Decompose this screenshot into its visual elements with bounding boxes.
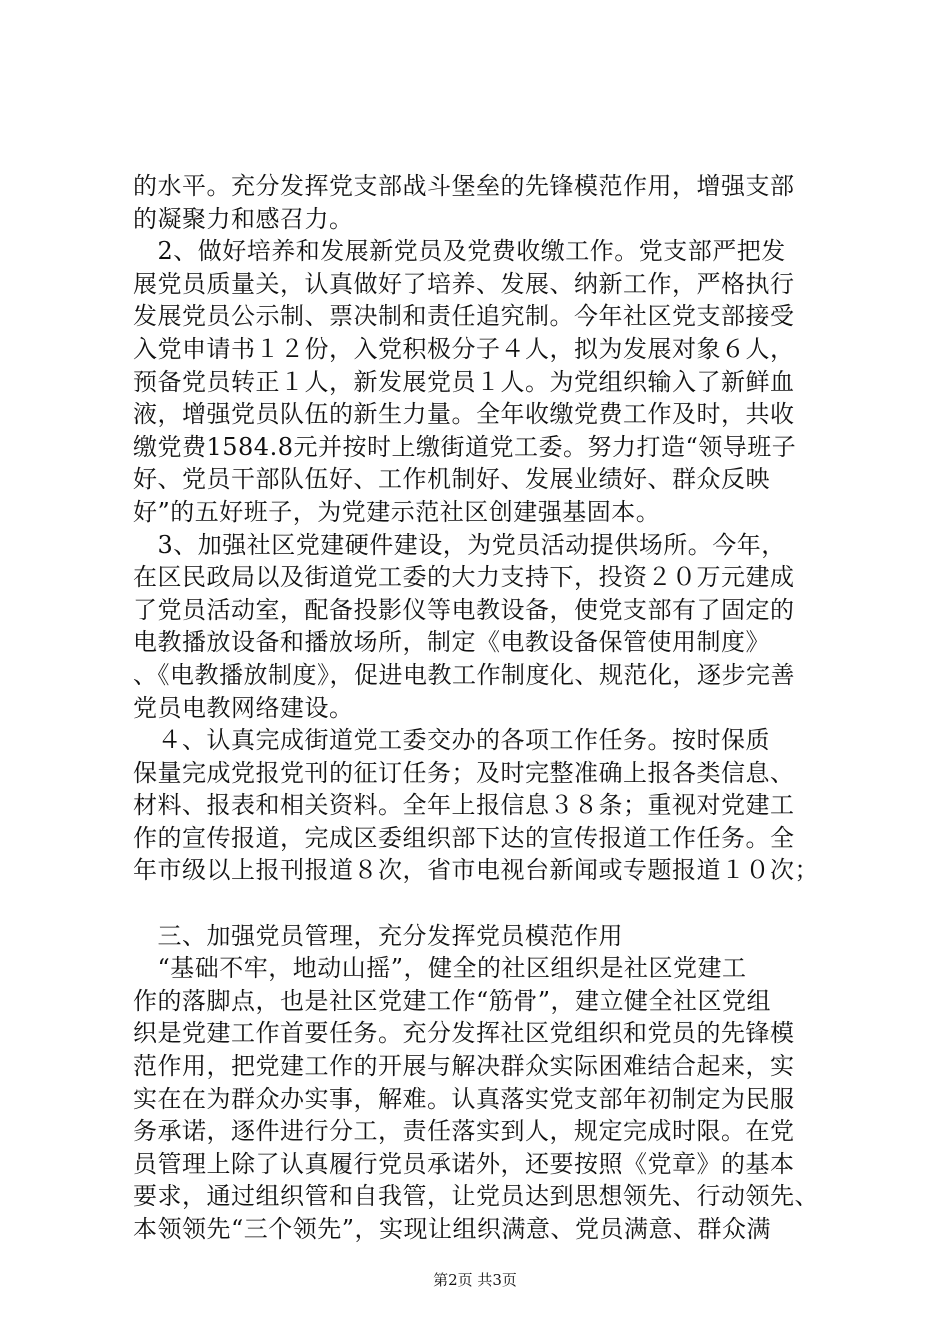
text-line: 范作用，把党建工作的开展与解决群众实际困难结合起来，实 bbox=[133, 1052, 795, 1081]
text-line: 要求，通过组织管和自我管，让党员达到思想领先、行动领先、 bbox=[133, 1182, 819, 1211]
text-line: 了党员活动室，配备投影仪等电教设备，使党支部有了固定的 bbox=[133, 595, 795, 624]
text-line: 务承诺，逐件进行分工，责任落实到人，规定完成时限。在党 bbox=[133, 1117, 795, 1146]
text-line: 发展党员公示制、票决制和责任追究制。今年社区党支部接受 bbox=[133, 302, 795, 331]
text-line: 预备党员转正１人，新发展党员１人。为党组织输入了新鲜血 bbox=[133, 367, 795, 396]
text-line: 好、党员干部队伍好、工作机制好、发展业绩好、群众反映 bbox=[133, 465, 770, 494]
text-line: 电教播放设备和播放场所，制定《电教设备保管使用制度》 bbox=[133, 628, 770, 657]
text-line: 作的落脚点，也是社区党建工作“筋骨”，建立健全社区党组 bbox=[133, 986, 772, 1015]
text-line: ４、认真完成街道党工委交办的各项工作任务。按时保质 bbox=[133, 726, 770, 755]
text-line: “基础不牢，地动山摇”，健全的社区组织是社区党建工 bbox=[133, 954, 747, 983]
text-line: 2、做好培养和发展新党员及党费收缴工作。党支部严把发 bbox=[133, 237, 786, 266]
text-line: 织是党建工作首要任务。充分发挥社区党组织和党员的先锋模 bbox=[133, 1019, 795, 1048]
text-line: 实在在为群众办实事，解难。认真落实党支部年初制定为民服 bbox=[133, 1084, 795, 1113]
text-line: 党员电教网络建设。 bbox=[133, 693, 354, 722]
text-line: 液，增强党员队伍的新生力量。全年收缴党费工作及时，共收 bbox=[133, 400, 795, 429]
page-number-footer: 第2页 共3页 bbox=[433, 1271, 517, 1289]
text-line: 材料、报表和相关资料。全年上报信息３８条；重视对党建工 bbox=[133, 791, 795, 820]
text-line: 展党员质量关，认真做好了培养、发展、纳新工作，严格执行 bbox=[133, 269, 795, 298]
paragraph-gap bbox=[133, 887, 838, 920]
section-heading: 三、加强党员管理，充分发挥党员模范作用 bbox=[133, 921, 623, 950]
text-line: 缴党费1584.8元并按时上缴街道党工委。努力打造“领导班子 bbox=[133, 432, 797, 461]
text-line: 保量完成党报党刊的征订任务；及时完整准确上报各类信息、 bbox=[133, 758, 795, 787]
text-line: 好”的五好班子，为党建示范社区创建强基固本。 bbox=[133, 497, 661, 526]
text-line: 、《电教播放制度》，促进电教工作制度化、规范化，逐步完善 bbox=[133, 660, 795, 689]
text-line: 作的宣传报道，完成区委组织部下达的宣传报道工作任务。全 bbox=[133, 823, 795, 852]
text-line: 的凝聚力和感召力。 bbox=[133, 204, 354, 233]
text-line: 本领领先“三个领先”，实现让组织满意、党员满意、群众满 bbox=[133, 1215, 772, 1243]
text-line: 员管理上除了认真履行党员承诺外，还要按照《党章》的基本 bbox=[133, 1149, 795, 1178]
text-line: 在区民政局以及街道党工委的大力支持下，投资２０万元建成 bbox=[133, 563, 795, 592]
text-line: 年市级以上报刊报道８次，省市电视台新闻或专题报道１０次； bbox=[133, 856, 819, 885]
text-line: 3、加强社区党建硬件建设，为党员活动提供场所。今年， bbox=[133, 530, 786, 559]
document-body bbox=[133, 170, 838, 1246]
text-line: 入党申请书１２份，入党积极分子４人，拟为发展对象６人， bbox=[133, 334, 795, 363]
text-line: 的水平。充分发挥党支部战斗堡垒的先锋模范作用，增强支部 bbox=[133, 172, 795, 200]
